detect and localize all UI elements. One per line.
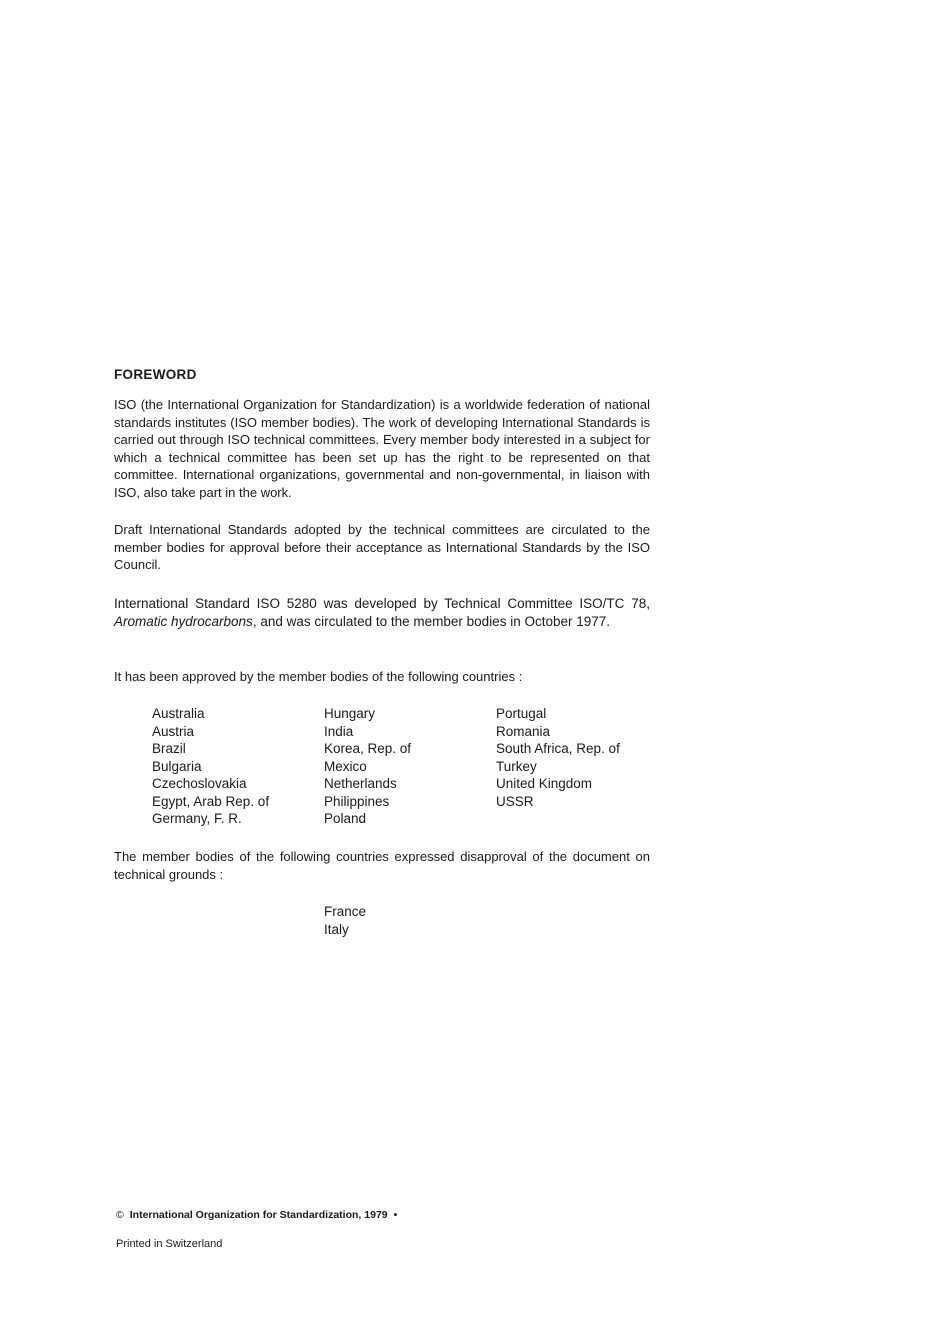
copyright-text: International Organization for Standardization, 1979 (129, 1209, 388, 1221)
disapproving-countries-list (324, 903, 366, 939)
country-name: Australia (152, 706, 205, 721)
country-name: France (324, 904, 367, 919)
country-name: Germany, F. R. (152, 811, 242, 826)
country-name: Bulgaria (152, 758, 202, 774)
country-name: Korea, Rep. of (324, 741, 412, 756)
bullet-icon: • (393, 1209, 398, 1221)
country-name: Romania (496, 723, 551, 739)
country-name: Netherlands (324, 776, 397, 791)
copyright-icon: © (116, 1209, 124, 1221)
country-name: United Kingdom (496, 776, 593, 791)
country-name: USSR (496, 793, 534, 809)
foreword-paragraph-iso-intro: ISO (the International Organization for Standardization) is a worldwide federation of national standards institutes (ISO member bodies). The work of developing International Standards is carried out through ISO technical committees. Every member body interested in a subject for which a technical committee has been set up has the right to be represented on that committee. International organizations, governmental and non-governmental, in liaison with ISO, also take part in the work. (114, 397, 650, 500)
country-name: Philippines (324, 793, 390, 809)
foreword-paragraph-development (114, 595, 650, 630)
printed-location: Printed in Switzerland (116, 1238, 223, 1250)
country-name: Egypt, Arab Rep. of (152, 793, 270, 809)
country-name: Czechoslovakia (152, 776, 247, 791)
country-name: India (324, 723, 354, 739)
copyright-notice (116, 1209, 397, 1221)
country-name: Portugal (496, 706, 547, 721)
country-name: Turkey (496, 758, 537, 774)
approving-countries-column-1 (152, 705, 269, 828)
country-name: Mexico (324, 758, 367, 774)
foreword-paragraph-approval: It has been approved by the member bodies of the following countries : (114, 669, 523, 684)
country-name: Hungary (324, 706, 376, 721)
approving-countries-column-3 (496, 705, 620, 810)
country-name: Austria (152, 723, 195, 739)
development-text-start: International Standard ISO 5280 was developed by Technical Committee ISO/TC 78, (114, 596, 650, 611)
approving-countries-column-2 (324, 705, 411, 828)
country-name: Italy (324, 922, 349, 937)
country-name: Brazil (152, 741, 186, 756)
foreword-heading: FOREWORD (114, 367, 197, 382)
committee-title: Aromatic hydrocarbons (114, 613, 253, 629)
development-text-end: , and was circulated to the member bodies in October 1977. (252, 613, 611, 629)
country-name: Poland (324, 811, 367, 826)
foreword-paragraph-draft-standards: Draft International Standards adopted by the technical committees are circulated to the member bodies for approval before their acceptance as International Standards by the ISO Council. (114, 522, 650, 572)
country-name: South Africa, Rep. of (496, 741, 620, 756)
foreword-paragraph-disapproval: The member bodies of the following countries expressed disapproval of the document on technical grounds : (114, 849, 650, 882)
